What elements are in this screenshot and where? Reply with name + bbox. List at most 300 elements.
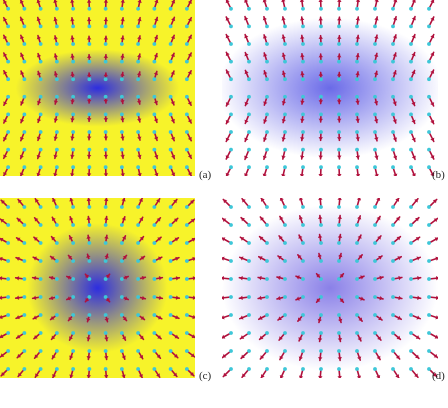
lattice-node xyxy=(409,223,413,227)
lattice-node xyxy=(55,25,59,29)
lattice-node xyxy=(120,25,124,29)
lattice-node xyxy=(229,113,233,117)
lattice-node xyxy=(391,313,395,317)
lattice-node xyxy=(120,42,124,46)
lattice-node xyxy=(301,148,305,152)
vector-field-svg xyxy=(222,198,438,378)
lattice-node xyxy=(185,25,189,29)
lattice-node xyxy=(301,77,305,81)
lattice-node xyxy=(319,331,323,335)
lattice-node xyxy=(337,313,341,317)
lattice-node xyxy=(120,241,124,245)
lattice-node xyxy=(152,165,156,169)
lattice-node xyxy=(301,60,305,64)
lattice-node xyxy=(265,7,269,11)
lattice-node xyxy=(39,42,43,46)
lattice-node xyxy=(120,148,124,152)
lattice-node xyxy=(71,95,75,99)
lattice-node xyxy=(229,130,233,134)
lattice-node xyxy=(6,277,10,281)
lattice-node xyxy=(55,223,59,227)
lattice-node xyxy=(152,60,156,64)
lattice-node xyxy=(301,295,305,299)
lattice-node xyxy=(6,25,10,29)
lattice-node xyxy=(283,130,287,134)
lattice-node xyxy=(152,25,156,29)
lattice-node xyxy=(247,259,251,263)
lattice-node xyxy=(229,277,233,281)
lattice-node xyxy=(22,165,26,169)
lattice-node xyxy=(71,241,75,245)
lattice-node xyxy=(169,25,173,29)
lattice-node xyxy=(265,113,269,117)
lattice-node xyxy=(247,148,251,152)
lattice-node xyxy=(427,77,431,81)
lattice-node xyxy=(355,241,359,245)
lattice-node xyxy=(229,148,233,152)
lattice-node xyxy=(136,205,140,209)
lattice-node xyxy=(373,313,377,317)
lattice-node xyxy=(55,205,59,209)
lattice-node xyxy=(373,25,377,29)
lattice-node xyxy=(87,148,91,152)
lattice-node xyxy=(409,60,413,64)
lattice-node xyxy=(337,223,341,227)
lattice-node xyxy=(265,223,269,227)
lattice-node xyxy=(185,60,189,64)
lattice-node xyxy=(87,130,91,134)
lattice-node xyxy=(185,223,189,227)
panel-d-vector-field xyxy=(222,198,438,378)
lattice-node xyxy=(427,25,431,29)
lattice-node xyxy=(185,367,189,371)
lattice-node xyxy=(55,277,59,281)
lattice-node xyxy=(104,367,108,371)
lattice-node xyxy=(87,165,91,169)
lattice-node xyxy=(355,130,359,134)
lattice-node xyxy=(152,77,156,81)
lattice-node xyxy=(87,331,91,335)
lattice-node xyxy=(283,205,287,209)
lattice-node xyxy=(136,259,140,263)
lattice-node xyxy=(391,113,395,117)
lattice-node xyxy=(409,148,413,152)
lattice-node xyxy=(427,277,431,281)
lattice-node xyxy=(120,223,124,227)
lattice-node xyxy=(104,349,108,353)
lattice-node xyxy=(301,367,305,371)
lattice-node xyxy=(55,42,59,46)
lattice-node xyxy=(22,205,26,209)
lattice-node xyxy=(39,367,43,371)
lattice-node xyxy=(301,241,305,245)
lattice-node xyxy=(87,60,91,64)
lattice-node xyxy=(22,60,26,64)
lattice-node xyxy=(39,241,43,245)
lattice-node xyxy=(152,148,156,152)
lattice-node xyxy=(247,241,251,245)
lattice-node xyxy=(283,113,287,117)
lattice-node xyxy=(355,165,359,169)
panel-a-vector-field xyxy=(0,0,195,176)
lattice-node xyxy=(247,277,251,281)
lattice-node xyxy=(247,223,251,227)
lattice-node xyxy=(301,7,305,11)
lattice-node xyxy=(152,313,156,317)
lattice-node xyxy=(247,313,251,317)
lattice-node xyxy=(104,313,108,317)
lattice-node xyxy=(87,113,91,117)
lattice-node xyxy=(283,77,287,81)
lattice-node xyxy=(373,205,377,209)
lattice-node xyxy=(319,367,323,371)
lattice-node xyxy=(39,313,43,317)
lattice-node xyxy=(373,259,377,263)
lattice-node xyxy=(55,295,59,299)
lattice-node xyxy=(319,130,323,134)
lattice-node xyxy=(185,277,189,281)
lattice-node xyxy=(319,349,323,353)
lattice-node xyxy=(355,60,359,64)
lattice-node xyxy=(87,367,91,371)
lattice-node xyxy=(185,205,189,209)
lattice-node xyxy=(185,331,189,335)
lattice-node xyxy=(373,42,377,46)
lattice-node xyxy=(373,241,377,245)
lattice-node xyxy=(22,349,26,353)
lattice-node xyxy=(283,60,287,64)
lattice-node xyxy=(104,77,108,81)
lattice-node xyxy=(55,113,59,117)
lattice-node xyxy=(120,259,124,263)
lattice-node xyxy=(39,60,43,64)
lattice-node xyxy=(87,205,91,209)
lattice-node xyxy=(247,25,251,29)
lattice-node xyxy=(301,205,305,209)
lattice-node xyxy=(169,331,173,335)
lattice-node xyxy=(247,95,251,99)
lattice-node xyxy=(71,367,75,371)
lattice-node xyxy=(185,295,189,299)
lattice-node xyxy=(39,130,43,134)
lattice-node xyxy=(6,259,10,263)
lattice-node xyxy=(71,77,75,81)
lattice-node xyxy=(39,349,43,353)
lattice-node xyxy=(373,331,377,335)
lattice-node xyxy=(373,367,377,371)
lattice-node xyxy=(169,313,173,317)
lattice-node xyxy=(39,25,43,29)
lattice-node xyxy=(409,295,413,299)
lattice-node xyxy=(6,113,10,117)
lattice-node xyxy=(104,277,108,281)
lattice-node xyxy=(185,313,189,317)
lattice-node xyxy=(169,42,173,46)
lattice-node xyxy=(319,95,323,99)
lattice-node xyxy=(39,7,43,11)
lattice-node xyxy=(247,42,251,46)
lattice-node xyxy=(427,130,431,134)
lattice-node xyxy=(152,349,156,353)
lattice-node xyxy=(120,130,124,134)
lattice-node xyxy=(104,113,108,117)
lattice-node xyxy=(427,148,431,152)
lattice-node xyxy=(120,60,124,64)
lattice-node xyxy=(120,313,124,317)
lattice-node xyxy=(22,77,26,81)
lattice-node xyxy=(265,259,269,263)
lattice-node xyxy=(39,165,43,169)
lattice-node xyxy=(409,367,413,371)
lattice-node xyxy=(104,259,108,263)
lattice-node xyxy=(337,77,341,81)
lattice-node xyxy=(120,165,124,169)
lattice-node xyxy=(22,331,26,335)
lattice-node xyxy=(120,205,124,209)
lattice-node xyxy=(169,95,173,99)
lattice-node xyxy=(136,277,140,281)
lattice-node xyxy=(265,367,269,371)
lattice-node xyxy=(169,295,173,299)
lattice-node xyxy=(427,60,431,64)
lattice-node xyxy=(39,295,43,299)
lattice-node xyxy=(71,295,75,299)
panel-b-vector-field xyxy=(222,0,438,176)
lattice-node xyxy=(337,277,341,281)
lattice-node xyxy=(104,60,108,64)
lattice-node xyxy=(71,148,75,152)
lattice-node xyxy=(152,295,156,299)
lattice-node xyxy=(39,277,43,281)
lattice-node xyxy=(22,113,26,117)
lattice-node xyxy=(185,113,189,117)
lattice-node xyxy=(39,205,43,209)
lattice-node xyxy=(355,113,359,117)
lattice-node xyxy=(71,205,75,209)
lattice-node xyxy=(22,223,26,227)
lattice-node xyxy=(283,241,287,245)
lattice-node xyxy=(185,130,189,134)
lattice-node xyxy=(87,223,91,227)
lattice-node xyxy=(283,349,287,353)
lattice-node xyxy=(104,42,108,46)
lattice-node xyxy=(427,95,431,99)
lattice-node xyxy=(169,259,173,263)
lattice-node xyxy=(55,165,59,169)
lattice-node xyxy=(355,223,359,227)
lattice-node xyxy=(283,165,287,169)
lattice-node xyxy=(136,130,140,134)
lattice-node xyxy=(391,277,395,281)
lattice-node xyxy=(185,165,189,169)
lattice-node xyxy=(55,367,59,371)
lattice-node xyxy=(55,241,59,245)
lattice-node xyxy=(6,130,10,134)
lattice-node xyxy=(120,7,124,11)
lattice-node xyxy=(283,331,287,335)
lattice-node xyxy=(22,313,26,317)
lattice-node xyxy=(87,95,91,99)
lattice-node xyxy=(337,367,341,371)
lattice-node xyxy=(301,313,305,317)
lattice-node xyxy=(373,130,377,134)
lattice-node xyxy=(55,77,59,81)
lattice-node xyxy=(391,367,395,371)
lattice-node xyxy=(247,60,251,64)
lattice-node xyxy=(22,148,26,152)
lattice-node xyxy=(409,113,413,117)
lattice-node xyxy=(87,277,91,281)
lattice-node xyxy=(22,25,26,29)
lattice-node xyxy=(169,77,173,81)
lattice-node xyxy=(355,42,359,46)
lattice-node xyxy=(337,349,341,353)
lattice-node xyxy=(301,223,305,227)
lattice-node xyxy=(265,241,269,245)
lattice-node xyxy=(409,205,413,209)
lattice-node xyxy=(22,42,26,46)
lattice-node xyxy=(136,113,140,117)
lattice-node xyxy=(169,130,173,134)
lattice-node xyxy=(373,113,377,117)
lattice-node xyxy=(55,331,59,335)
lattice-node xyxy=(283,7,287,11)
lattice-node xyxy=(152,223,156,227)
core-glow xyxy=(222,205,438,371)
lattice-node xyxy=(55,349,59,353)
lattice-node xyxy=(337,130,341,134)
lattice-node xyxy=(55,7,59,11)
lattice-node xyxy=(319,223,323,227)
lattice-node xyxy=(6,95,10,99)
lattice-node xyxy=(120,277,124,281)
lattice-node xyxy=(247,130,251,134)
lattice-node xyxy=(355,313,359,317)
lattice-node xyxy=(104,165,108,169)
lattice-node xyxy=(319,241,323,245)
panel-c-vector-field xyxy=(0,198,195,378)
lattice-node xyxy=(427,367,431,371)
lattice-node xyxy=(104,223,108,227)
lattice-node xyxy=(229,60,233,64)
lattice-node xyxy=(87,349,91,353)
lattice-node xyxy=(6,295,10,299)
lattice-node xyxy=(87,241,91,245)
lattice-node xyxy=(283,42,287,46)
lattice-node xyxy=(71,223,75,227)
lattice-node xyxy=(169,7,173,11)
lattice-node xyxy=(104,148,108,152)
lattice-node xyxy=(301,331,305,335)
lattice-node xyxy=(319,295,323,299)
lattice-node xyxy=(355,331,359,335)
vector-field-svg xyxy=(0,198,195,378)
lattice-node xyxy=(229,205,233,209)
lattice-node xyxy=(152,42,156,46)
lattice-node xyxy=(283,367,287,371)
lattice-node xyxy=(229,313,233,317)
lattice-node xyxy=(373,95,377,99)
lattice-node xyxy=(409,77,413,81)
lattice-node xyxy=(301,113,305,117)
lattice-node xyxy=(136,313,140,317)
lattice-node xyxy=(185,349,189,353)
lattice-node xyxy=(373,7,377,11)
lattice-node xyxy=(22,7,26,11)
lattice-node xyxy=(185,7,189,11)
lattice-node xyxy=(71,25,75,29)
lattice-node xyxy=(120,349,124,353)
lattice-node xyxy=(391,205,395,209)
lattice-node xyxy=(104,7,108,11)
lattice-node xyxy=(71,113,75,117)
lattice-node xyxy=(427,165,431,169)
lattice-node xyxy=(283,277,287,281)
lattice-node xyxy=(247,113,251,117)
lattice-node xyxy=(355,295,359,299)
lattice-node xyxy=(265,313,269,317)
lattice-node xyxy=(169,223,173,227)
lattice-node xyxy=(229,165,233,169)
lattice-node xyxy=(6,367,10,371)
lattice-node xyxy=(409,259,413,263)
lattice-node xyxy=(409,349,413,353)
lattice-node xyxy=(373,349,377,353)
lattice-node xyxy=(169,349,173,353)
lattice-node xyxy=(39,331,43,335)
lattice-node xyxy=(120,295,124,299)
lattice-node xyxy=(152,331,156,335)
lattice-node xyxy=(427,7,431,11)
lattice-node xyxy=(427,295,431,299)
lattice-node xyxy=(427,349,431,353)
lattice-node xyxy=(136,148,140,152)
lattice-node xyxy=(319,25,323,29)
lattice-node xyxy=(283,95,287,99)
lattice-node xyxy=(6,148,10,152)
lattice-node xyxy=(373,148,377,152)
lattice-node xyxy=(229,331,233,335)
lattice-node xyxy=(185,95,189,99)
lattice-node xyxy=(427,42,431,46)
lattice-node xyxy=(71,7,75,11)
lattice-node xyxy=(337,331,341,335)
lattice-node xyxy=(391,165,395,169)
lattice-node xyxy=(229,77,233,81)
lattice-node xyxy=(391,259,395,263)
lattice-node xyxy=(391,77,395,81)
lattice-node xyxy=(55,130,59,134)
lattice-node xyxy=(104,331,108,335)
lattice-node xyxy=(87,42,91,46)
lattice-node xyxy=(6,331,10,335)
lattice-node xyxy=(120,367,124,371)
lattice-node xyxy=(152,95,156,99)
lattice-node xyxy=(6,42,10,46)
lattice-node xyxy=(337,241,341,245)
panel-c-label: (c) xyxy=(199,370,212,382)
lattice-node xyxy=(22,130,26,134)
lattice-node xyxy=(301,25,305,29)
lattice-node xyxy=(136,25,140,29)
lattice-node xyxy=(6,313,10,317)
lattice-node xyxy=(337,7,341,11)
lattice-node xyxy=(169,367,173,371)
lattice-node xyxy=(391,130,395,134)
lattice-node xyxy=(136,241,140,245)
lattice-node xyxy=(409,25,413,29)
lattice-node xyxy=(152,130,156,134)
